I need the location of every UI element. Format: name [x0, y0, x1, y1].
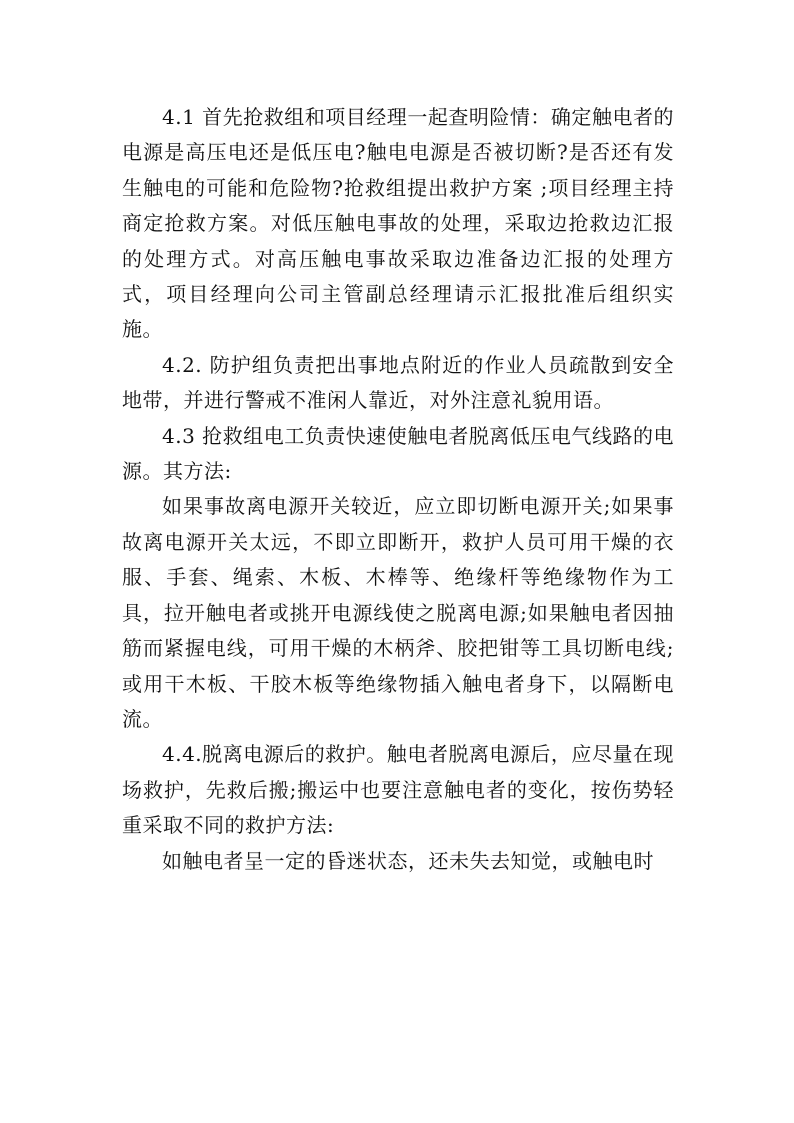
paragraph-4-2: 4.2. 防护组负责把出事地点附近的作业人员疏散到安全地带，并进行警戒不准闲人靠近，对外注意礼貌用语。 — [122, 352, 674, 413]
paragraph-4-4: 4.4.脱离电源后的救护。触电者脱离电源后，应尽量在现场救护，先救后搬;搬运中也要注意触电者的变化，按伤势轻重采取不同的救护方法: — [122, 742, 674, 838]
document-page — [122, 100, 674, 879]
paragraph-4-3: 4.3 抢救组电工负责快速使触电者脱离低压电气线路的电源。其方法: — [122, 423, 674, 484]
paragraph-unconscious: 如触电者呈一定的昏迷状态，还未失去知觉，或触电时 — [162, 848, 654, 873]
paragraph-4-1: 4.1 首先抢救组和项目经理一起查明险情：确定触电者的电源是高压电还是低压电?触电电源是否被切断?是否还有发生触电的可能和危险物?抢救组提出救护方案 ;项目经理主持商定抢救方案。对低压触电事故的处理，采取边抢救边汇报的处理方式。对高压触电事故采取边准备边汇报的处理方式，项目经理向公司主管副总经理请示汇报批准后组织实施。 — [122, 105, 674, 342]
paragraph-method: 如果事故离电源开关较近，应立即切断电源开关;如果事故离电源开关太远，不即立即断开，救护人员可用干燥的衣服、手套、绳索、木板、木棒等、绝缘杆等绝缘物作为工具，拉开触电者或挑开电源线使之脱离电源;如果触电者因抽筋而紧握电线，可用干燥的木柄斧、胶把钳等工具切断电线;或用干木板、干胶木板等绝缘物插入触电者身下，以隔断电流。 — [122, 494, 674, 731]
